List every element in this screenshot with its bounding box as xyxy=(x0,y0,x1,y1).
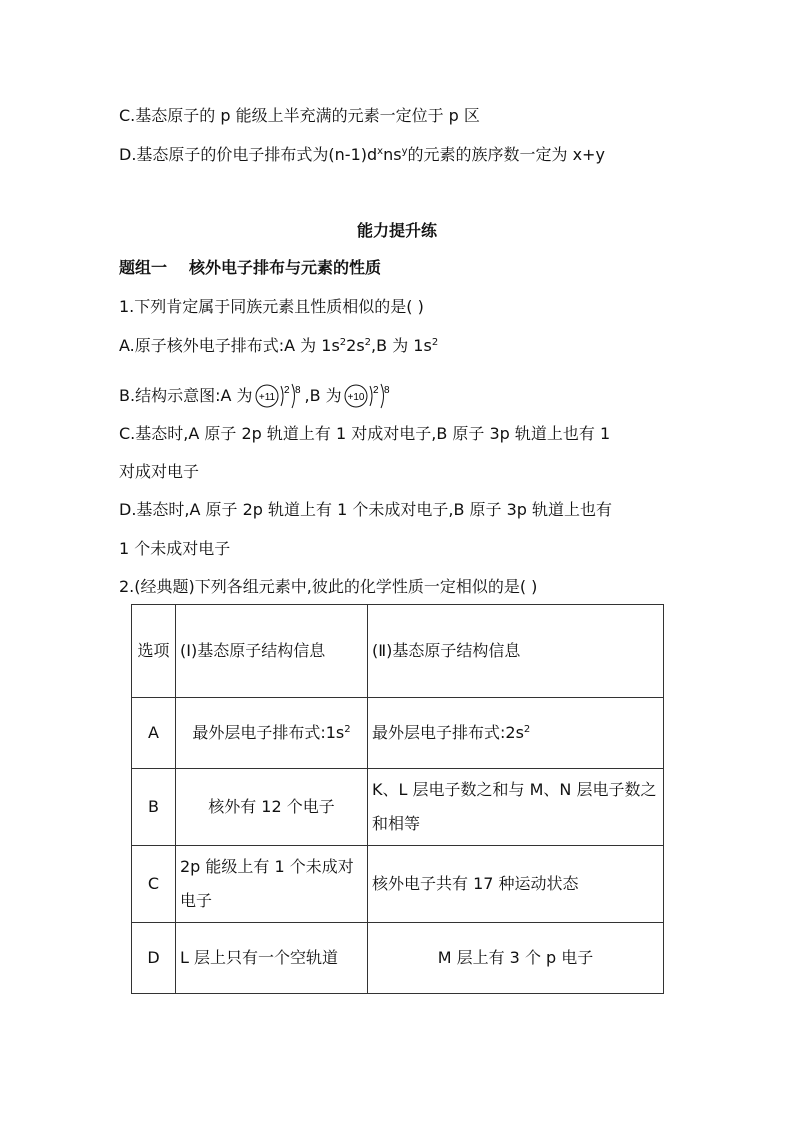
q2-table xyxy=(131,604,664,994)
atom-diagram-b xyxy=(343,383,393,409)
option-c-line xyxy=(119,105,480,127)
table-header-row xyxy=(132,605,664,698)
row-c-col-2: 核外电子共有 17 种运动状态 xyxy=(368,846,664,923)
row-b-col-1: 核外有 12 个电子 xyxy=(176,769,368,846)
q1-b-text-2: ,B 为 xyxy=(304,386,342,405)
table-row xyxy=(132,769,664,846)
q1-option-d-line1: D.基态时,A 原子 2p 轨道上有 1 个未成对电子,B 原子 3p 轨道上也有 xyxy=(119,500,613,519)
atom-diagram-a xyxy=(254,383,304,409)
row-d-col-2: M 层上有 3 个 p 电子 xyxy=(368,923,664,994)
atom-b-shell-1: 2 xyxy=(372,385,379,396)
row-option: C xyxy=(132,846,176,923)
q1-stem: 1.下列肯定属于同族元素且性质相似的是( ) xyxy=(119,297,424,316)
group-label: 题组一 xyxy=(119,258,168,277)
option-d-sup-x: x xyxy=(377,146,384,157)
q1-a-sup-3: 2 xyxy=(431,337,439,348)
row-option: B xyxy=(132,769,176,846)
q1-option-d-line2: 1 个未成对电子 xyxy=(119,539,231,558)
section-title: 能力提升练 xyxy=(356,221,437,240)
atom-a-shell-2: 8 xyxy=(294,385,301,396)
option-d-line xyxy=(119,144,605,166)
q1-a-sup-2: 2 xyxy=(364,337,372,348)
header-col-1: (Ⅰ)基态原子结构信息 xyxy=(176,605,368,698)
row-a-col-2-text: 最外层电子排布式:2s xyxy=(372,723,524,742)
row-option: D xyxy=(132,923,176,994)
row-a-col-1 xyxy=(176,698,368,769)
atom-a-shell-1: 2 xyxy=(283,385,290,396)
q1-a-sup-1: 2 xyxy=(339,337,347,348)
table-row xyxy=(132,923,664,994)
header-option: 选项 xyxy=(132,605,176,698)
q1-option-c-line1: C.基态时,A 原子 2p 轨道上有 1 对成对电子,B 原子 3p 轨道上也有 1 xyxy=(119,424,611,443)
row-a-col-1-text: 最外层电子排布式:1s xyxy=(192,723,345,742)
option-d-text-2: ns xyxy=(383,145,402,164)
group-heading xyxy=(119,257,381,279)
row-a-col-1-sup: 2 xyxy=(344,724,351,735)
q1-a-text-1: A.原子核外电子排布式:A 为 1s xyxy=(119,336,340,355)
q1-a-text-3: ,B 为 1s xyxy=(371,336,432,355)
option-d-sup-y: y xyxy=(401,146,408,157)
q1-a-text-2: 2s xyxy=(346,336,365,355)
q1-b-text-1: B.结构示意图:A 为 xyxy=(119,386,253,405)
q1-option-b xyxy=(119,383,394,409)
q1-option-a xyxy=(119,335,438,357)
table-row xyxy=(132,846,664,923)
row-c-col-1: 2p 能级上有 1 个未成对电子 xyxy=(176,846,368,923)
table-row xyxy=(132,698,664,769)
header-col-2: (Ⅱ)基态原子结构信息 xyxy=(368,605,664,698)
option-d-text-1: D.基态原子的价电子排布式为(n-1)d xyxy=(119,145,378,164)
q2-stem: 2.(经典题)下列各组元素中,彼此的化学性质一定相似的是( ) xyxy=(119,577,538,596)
row-d-col-1: L 层上只有一个空轨道 xyxy=(176,923,368,994)
option-d-text-3: 的元素的族序数一定为 x+y xyxy=(407,145,605,164)
row-option: A xyxy=(132,698,176,769)
atom-b-shell-2: 8 xyxy=(383,385,390,396)
atom-b-nucleus: +10 xyxy=(347,392,365,403)
row-b-col-2: K、L 层电子数之和与 M、N 层电子数之和相等 xyxy=(368,769,664,846)
atom-a-nucleus: +11 xyxy=(258,392,275,403)
row-a-col-2-sup: 2 xyxy=(523,724,531,735)
group-title: 核外电子排布与元素的性质 xyxy=(189,258,382,277)
q1-option-c-line2: 对成对电子 xyxy=(119,462,200,481)
option-c-text: C.基态原子的 p 能级上半充满的元素一定位于 p 区 xyxy=(119,106,480,125)
row-a-col-2 xyxy=(368,698,664,769)
